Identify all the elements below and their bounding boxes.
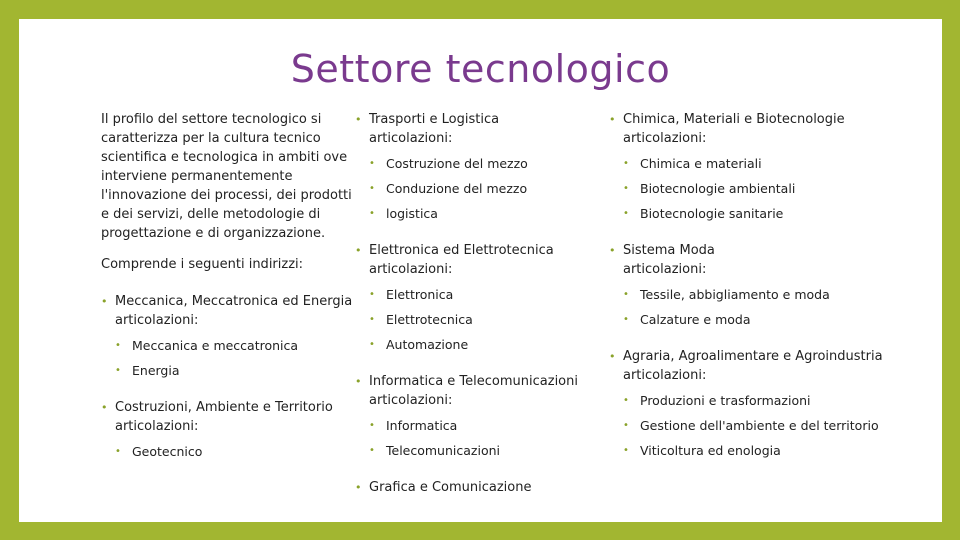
bullet-icon: • bbox=[101, 295, 108, 308]
articolazione-item bbox=[623, 285, 909, 304]
col3-list bbox=[609, 110, 909, 460]
articolazione-item bbox=[623, 310, 909, 329]
bullet-icon: • bbox=[369, 208, 375, 219]
indirizzo-name: Chimica, Materiali e Biotecnologie bbox=[623, 112, 845, 127]
articolazione-item bbox=[623, 154, 909, 173]
indirizzo-name: Grafica e Comunicazione bbox=[369, 480, 532, 495]
articolazione-name: logistica bbox=[386, 206, 438, 221]
column-1 bbox=[101, 110, 356, 461]
articolazione-name: Calzature e moda bbox=[640, 312, 751, 327]
bullet-icon: • bbox=[623, 183, 629, 194]
articolazioni-label: articolazioni: bbox=[115, 419, 199, 434]
bullet-icon: • bbox=[609, 113, 616, 126]
articolazione-name: Automazione bbox=[386, 337, 469, 352]
indirizzo-item bbox=[609, 347, 909, 460]
bullet-icon: • bbox=[623, 395, 629, 406]
articolazione-name: Gestione dell'ambiente e del territorio bbox=[640, 418, 879, 433]
articolazione-name: Chimica e materiali bbox=[640, 156, 762, 171]
articolazioni-list bbox=[369, 154, 617, 223]
indirizzo-name: Elettronica ed Elettrotecnica bbox=[369, 243, 554, 258]
bullet-icon: • bbox=[623, 208, 629, 219]
articolazioni-list bbox=[115, 336, 356, 380]
slide bbox=[19, 19, 942, 522]
articolazione-name: Geotecnico bbox=[132, 444, 203, 459]
articolazione-name: Telecomunicazioni bbox=[386, 443, 500, 458]
articolazioni-list bbox=[623, 391, 909, 460]
indirizzo-item bbox=[355, 478, 617, 497]
indirizzo-name: Trasporti e Logistica bbox=[369, 112, 500, 127]
bullet-icon: • bbox=[623, 314, 629, 325]
articolazione-item bbox=[623, 391, 909, 410]
bullet-icon: • bbox=[115, 446, 121, 457]
articolazione-name: Elettronica bbox=[386, 287, 454, 302]
column-2 bbox=[355, 110, 617, 497]
bullet-icon: • bbox=[369, 158, 375, 169]
articolazione-item bbox=[369, 416, 617, 435]
articolazione-name: Tessile, abbigliamento e moda bbox=[640, 287, 830, 302]
indirizzo-name: Costruzioni, Ambiente e Territorio bbox=[115, 400, 333, 415]
indirizzo-name: Informatica e Telecomunicazioni bbox=[369, 374, 578, 389]
bullet-icon: • bbox=[369, 445, 375, 456]
slide-title: Settore tecnologico bbox=[290, 47, 671, 91]
articolazioni-label: articolazioni: bbox=[623, 262, 707, 277]
articolazioni-label: articolazioni: bbox=[369, 131, 453, 146]
bullet-icon: • bbox=[609, 350, 616, 363]
articolazioni-list bbox=[115, 442, 356, 461]
articolazione-name: Viticoltura ed enologia bbox=[640, 443, 781, 458]
bullet-icon: • bbox=[623, 158, 629, 169]
articolazioni-label: articolazioni: bbox=[369, 262, 453, 277]
articolazione-item bbox=[369, 441, 617, 460]
articolazioni-label: articolazioni: bbox=[623, 368, 707, 383]
bullet-icon: • bbox=[369, 314, 375, 325]
bullet-icon: • bbox=[369, 183, 375, 194]
bullet-icon: • bbox=[115, 340, 121, 351]
col2-list bbox=[355, 110, 617, 497]
articolazione-item bbox=[369, 204, 617, 223]
articolazione-item bbox=[623, 179, 909, 198]
articolazione-name: Energia bbox=[132, 363, 180, 378]
articolazioni-list bbox=[623, 285, 909, 329]
articolazione-item bbox=[623, 416, 909, 435]
articolazioni-label: articolazioni: bbox=[115, 313, 199, 328]
bullet-icon: • bbox=[355, 375, 362, 388]
comprende-text: Comprende i seguenti indirizzi: bbox=[101, 257, 304, 272]
articolazione-item bbox=[115, 336, 356, 355]
intro-paragraph: Il profilo del settore tecnologico si caratterizza per la cultura tecnico scientifica e tecnologica in ambiti ove interviene permanentemente l'innovazione dei processi, dei prodotti e dei servizi, delle metodologie di progettazione e di organizzazione. bbox=[101, 112, 352, 241]
indirizzo-name: Meccanica, Meccatronica ed Energia bbox=[115, 294, 353, 309]
bullet-icon: • bbox=[623, 289, 629, 300]
articolazione-name: Informatica bbox=[386, 418, 458, 433]
articolazione-item bbox=[115, 442, 356, 461]
bullet-icon: • bbox=[369, 289, 375, 300]
indirizzo-item bbox=[355, 241, 617, 354]
articolazione-item bbox=[115, 361, 356, 380]
articolazione-item bbox=[369, 310, 617, 329]
articolazione-name: Biotecnologie sanitarie bbox=[640, 206, 784, 221]
articolazioni-label: articolazioni: bbox=[623, 131, 707, 146]
articolazione-item bbox=[369, 154, 617, 173]
indirizzo-item bbox=[355, 110, 617, 223]
indirizzo-name: Agraria, Agroalimentare e Agroindustria bbox=[623, 349, 883, 364]
col1-list bbox=[101, 292, 356, 461]
articolazione-name: Produzioni e trasformazioni bbox=[640, 393, 811, 408]
articolazione-item bbox=[369, 285, 617, 304]
articolazioni-list bbox=[369, 285, 617, 354]
indirizzo-name: Sistema Moda bbox=[623, 243, 715, 258]
bullet-icon: • bbox=[623, 445, 629, 456]
indirizzo-item bbox=[101, 398, 356, 461]
articolazioni-label: articolazioni: bbox=[369, 393, 453, 408]
bullet-icon: • bbox=[609, 244, 616, 257]
articolazione-name: Meccanica e meccatronica bbox=[132, 338, 299, 353]
bullet-icon: • bbox=[101, 401, 108, 414]
bullet-icon: • bbox=[355, 244, 362, 257]
bullet-icon: • bbox=[115, 365, 121, 376]
indirizzo-item bbox=[609, 241, 909, 329]
articolazioni-list bbox=[623, 154, 909, 223]
articolazione-item bbox=[369, 335, 617, 354]
articolazione-name: Biotecnologie ambientali bbox=[640, 181, 796, 196]
articolazione-name: Conduzione del mezzo bbox=[386, 181, 528, 196]
bullet-icon: • bbox=[369, 420, 375, 431]
articolazione-item bbox=[369, 179, 617, 198]
column-3 bbox=[609, 110, 909, 460]
articolazione-name: Costruzione del mezzo bbox=[386, 156, 528, 171]
indirizzo-item bbox=[609, 110, 909, 223]
indirizzo-item bbox=[101, 292, 356, 380]
articolazione-item bbox=[623, 441, 909, 460]
bullet-icon: • bbox=[369, 339, 375, 350]
bullet-icon: • bbox=[355, 113, 362, 126]
bullet-icon: • bbox=[623, 420, 629, 431]
articolazione-name: Elettrotecnica bbox=[386, 312, 473, 327]
articolazioni-list bbox=[369, 416, 617, 460]
articolazione-item bbox=[623, 204, 909, 223]
indirizzo-item bbox=[355, 372, 617, 460]
bullet-icon: • bbox=[355, 481, 362, 494]
